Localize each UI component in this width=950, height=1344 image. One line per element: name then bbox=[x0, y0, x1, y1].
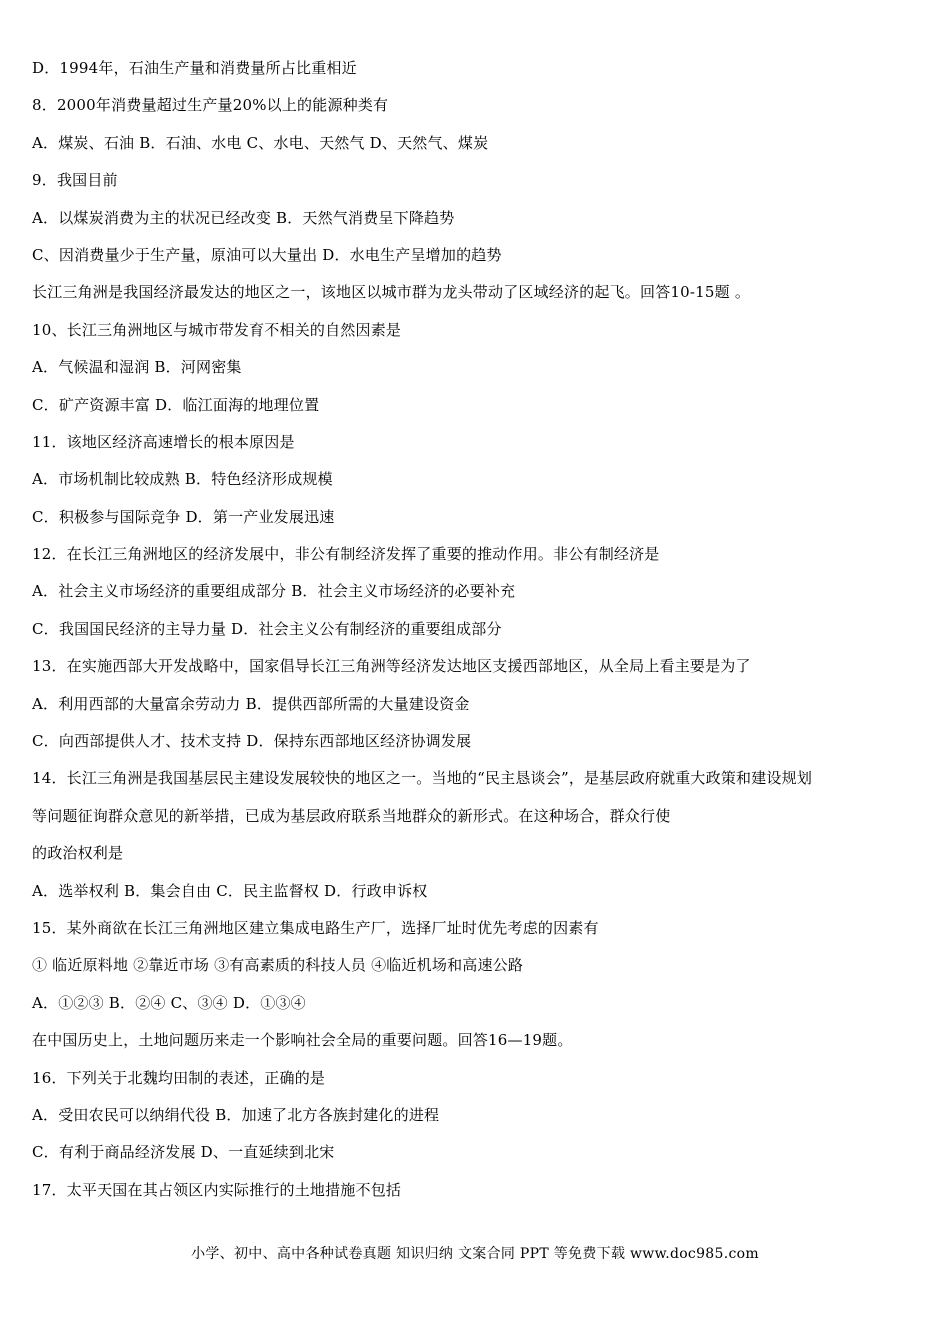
question-13: 13．在实施西部大开发战略中，国家倡导长江三角洲等经济发达地区支援西部地区，从全局上看主要是为了 bbox=[32, 657, 751, 676]
question-12: 12．在长江三角洲地区的经济发展中，非公有制经济发挥了重要的推动作用。非公有制经济是 bbox=[32, 545, 660, 564]
question-8-options: A．煤炭、石油 B．石油、水电 C、水电、天然气 D、天然气、煤炭 bbox=[32, 133, 489, 152]
page-footer: 小学、初中、高中各种试卷真题 知识归纳 文案合同 PPT 等免费下载 www.doc985.com bbox=[191, 1246, 759, 1262]
question-10-options-ab: A．气候温和湿润 B．河网密集 bbox=[32, 358, 242, 377]
question-16-options-ab: A．受田农民可以纳绢代役 B．加速了北方各族封建化的进程 bbox=[32, 1105, 440, 1124]
text-line: D．1994年，石油生产量和消费量所占比重相近 bbox=[32, 59, 357, 77]
question-10-options-cd: C．矿产资源丰富 D．临江面海的地理位置 bbox=[32, 395, 320, 414]
question-12-options-ab: A．社会主义市场经济的重要组成部分 B．社会主义市场经济的必要补充 bbox=[32, 582, 516, 601]
question-14-options: A．选举权利 B．集会自由 C．民主监督权 D．行政申诉权 bbox=[32, 881, 428, 900]
question-10: 10、长江三角洲地区与城市带发育不相关的自然因素是 bbox=[32, 320, 402, 339]
question-12-options-cd: C．我国国民经济的主导力量 D．社会主义公有制经济的重要组成部分 bbox=[32, 619, 502, 638]
question-15-factors: ① 临近原料地 ②靠近市场 ③有高素质的科技人员 ④临近机场和高速公路 bbox=[32, 956, 524, 975]
document-body bbox=[32, 58, 922, 1217]
question-16: 16．下列关于北魏均田制的表述，正确的是 bbox=[32, 1068, 326, 1087]
question-9-options-ab: A．以煤炭消费为主的状况已经改变 B．天然气消费呈下降趋势 bbox=[32, 208, 455, 227]
question-17: 17．太平天国在其占领区内实际推行的土地措施不包括 bbox=[32, 1180, 402, 1199]
question-15: 15．某外商欲在长江三角洲地区建立集成电路生产厂，选择厂址时优先考虑的因素有 bbox=[32, 918, 599, 937]
question-14-line-2: 等问题征询群众意见的新举措，已成为基层政府联系当地群众的新形式。在这种场合，群众行使 bbox=[32, 806, 671, 825]
question-11-options-cd: C．积极参与国际竞争 D．第一产业发展迅速 bbox=[32, 507, 335, 526]
question-14-line-1: 14．长江三角洲是我国基层民主建设发展较快的地区之一。当地的“民主恳谈会”，是基层政府就重大政策和建设规划 bbox=[32, 769, 813, 788]
passage-land-issue: 在中国历史上，土地问题历来走一个影响社会全局的重要问题。回答16—19题。 bbox=[32, 1031, 573, 1050]
question-9-options-cd: C、因消费量少于生产量，原油可以大量出 D．水电生产呈增加的趋势 bbox=[32, 245, 502, 264]
question-15-options: A．①②③ B．②④ C、③④ D．①③④ bbox=[32, 993, 306, 1012]
question-11-options-ab: A．市场机制比较成熟 B．特色经济形成规模 bbox=[32, 470, 333, 489]
question-8: 8．2000年消费量超过生产量20%以上的能源种类有 bbox=[32, 96, 389, 115]
question-14-line-3: 的政治权利是 bbox=[32, 844, 124, 863]
passage-yangtze-delta: 长江三角洲是我国经济最发达的地区之一，该地区以城市群为龙头带动了区域经济的起飞。回答10-15题 。 bbox=[32, 283, 751, 302]
question-13-options-ab: A．利用西部的大量富余劳动力 B．提供西部所需的大量建设资金 bbox=[32, 694, 470, 713]
question-11: 11．该地区经济高速增长的根本原因是 bbox=[32, 432, 295, 451]
question-13-options-cd: C．向西部提供人才、技术支持 D．保持东西部地区经济协调发展 bbox=[32, 732, 472, 751]
question-9: 9．我国目前 bbox=[32, 171, 118, 190]
question-16-options-cd: C．有利于商品经济发展 D、一直延续到北宋 bbox=[32, 1143, 335, 1162]
